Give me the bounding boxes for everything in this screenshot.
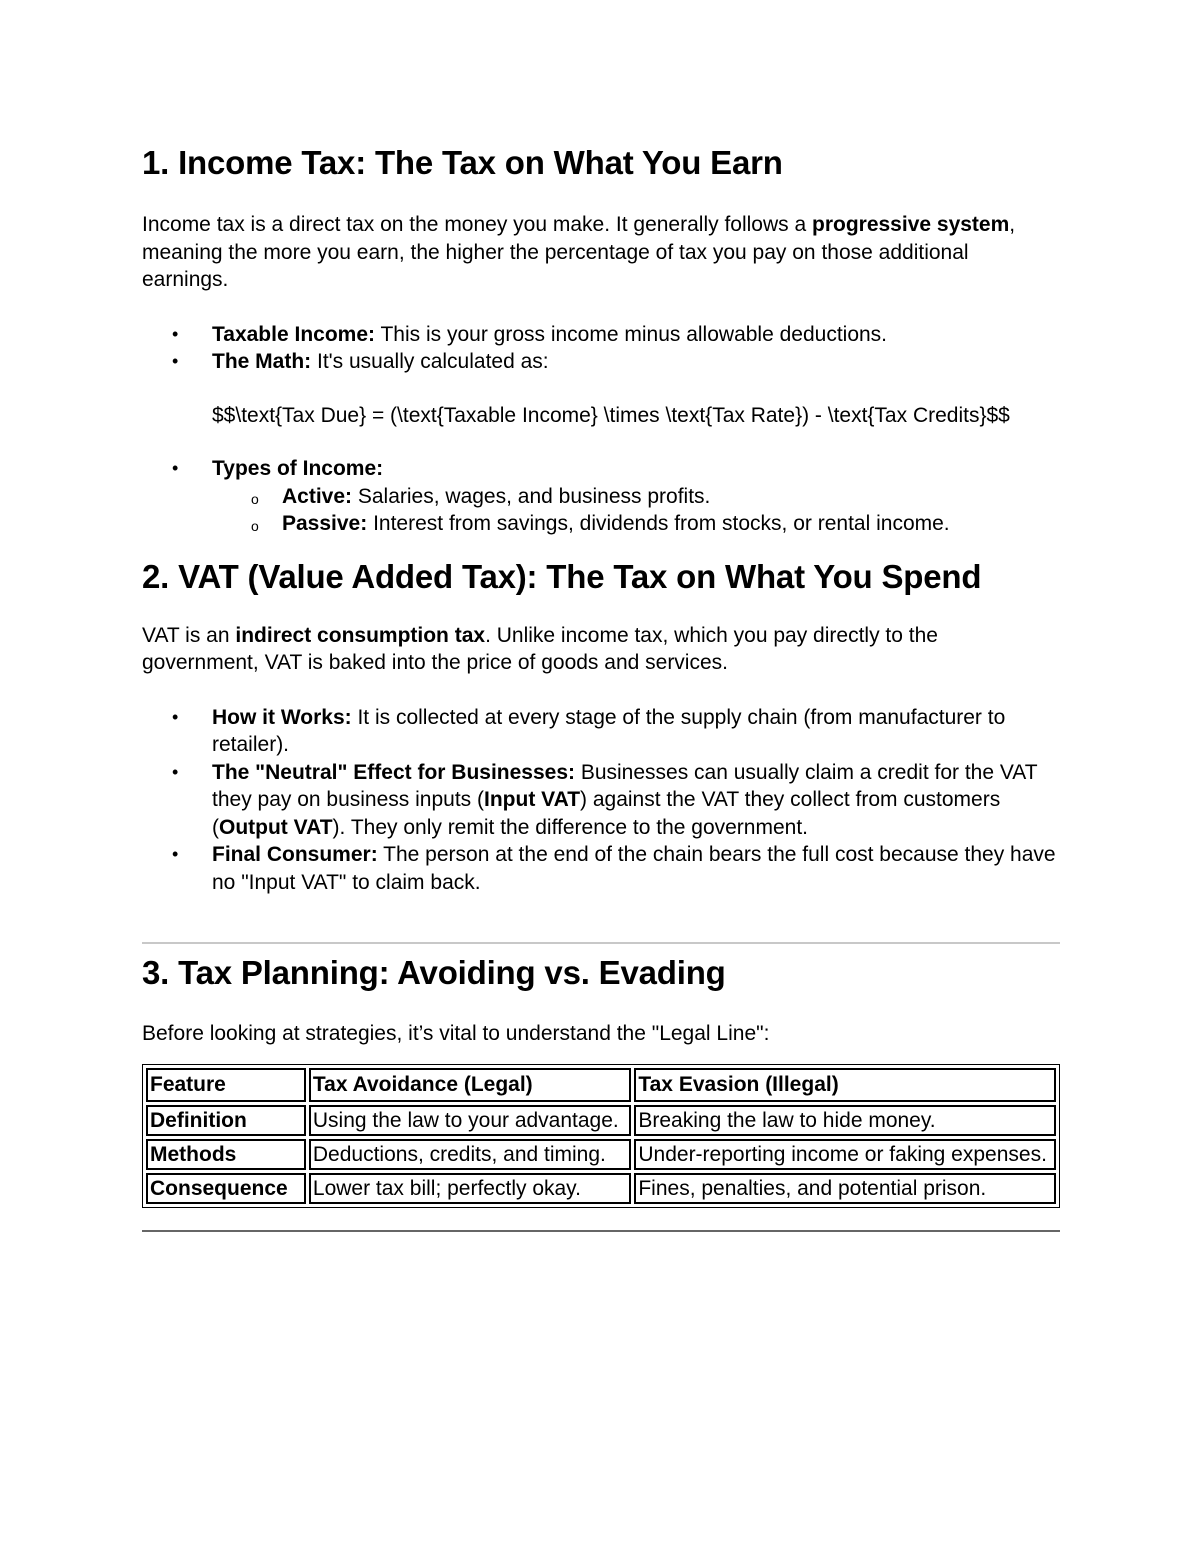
item-label: Active: — [282, 484, 353, 508]
item-text: The person at the end of the chain bears the full cost because they have no "Input VAT" to claim back. — [212, 843, 1056, 894]
section-2-heading: 2. VAT (Value Added Tax): The Tax on What You Spend — [142, 557, 982, 595]
section-1-intro — [142, 211, 1060, 294]
intro-text: Income tax is a direct tax on the money you make. It generally follows a — [142, 213, 812, 236]
income-tax-list — [142, 321, 1060, 376]
table-row — [146, 1105, 1056, 1136]
item-label: Passive: — [282, 512, 368, 535]
section-divider — [142, 942, 1060, 944]
item-text: Interest from savings, dividends from stocks, or rental income. — [367, 512, 950, 535]
section-2-intro — [142, 622, 1060, 677]
item-text: It's usually calculated as: — [311, 350, 549, 373]
table-cell: Lower tax bill; perfectly okay. — [309, 1173, 631, 1204]
list-item-neutral-effect — [142, 759, 1060, 842]
sub-item-passive — [142, 510, 1060, 538]
list-item-taxable-income — [142, 321, 1060, 349]
bottom-divider — [142, 1230, 1060, 1232]
tax-formula: $$\text{Tax Due} = (\text{Taxable Income} \times \text{Tax Rate}) - \text{Tax Credits}$$ — [212, 403, 1010, 427]
comparison-table — [142, 1064, 1060, 1208]
item-label: The "Neutral" Effect for Businesses: — [212, 760, 575, 784]
section-1-heading: 1. Income Tax: The Tax on What You Earn — [142, 144, 783, 181]
intro-bold: progressive system — [812, 213, 1010, 236]
item-text: Salaries, wages, and business profits. — [352, 484, 711, 508]
item-text: Businesses can usually claim a credit for the VAT they pay on business inputs ( — [212, 760, 1038, 811]
table-cell: Deductions, credits, and timing. — [309, 1139, 631, 1170]
intro-text: , meaning the more you earn, the higher the percentage of tax you pay on those additional earnings. — [142, 213, 1016, 291]
item-bold: Output VAT — [219, 815, 333, 839]
list-item-final-consumer — [142, 841, 1060, 896]
item-label: Types of Income: — [212, 457, 384, 480]
table-row-header: Methods — [146, 1139, 306, 1170]
section-3-heading: 3. Tax Planning: Avoiding vs. Evading — [142, 954, 726, 991]
intro-text: VAT is an — [142, 623, 236, 647]
intro-bold: indirect consumption tax — [235, 623, 486, 647]
section-3-intro: Before looking at strategies, it’s vital to understand the "Legal Line": — [142, 1022, 770, 1045]
table-cell: Using the law to your advantage. — [309, 1105, 631, 1136]
item-text: ) against the VAT they collect from customers ( — [212, 788, 1001, 839]
item-bold: Input VAT — [484, 788, 581, 811]
table-cell: Under-reporting income or faking expenses. — [634, 1139, 1056, 1170]
list-item-types-of-income — [142, 455, 1060, 483]
table-header-cell: Feature — [146, 1068, 306, 1102]
table-row-header: Definition — [146, 1105, 306, 1136]
item-label: Taxable Income: — [212, 322, 375, 346]
table-cell: Fines, penalties, and potential prison. — [634, 1173, 1056, 1204]
table-row — [146, 1173, 1056, 1204]
item-text: It is collected at every stage of the supply chain (from manufacturer to retailer). — [212, 705, 1006, 756]
table-row-header: Consequence — [146, 1173, 306, 1204]
sub-item-active — [142, 483, 1060, 511]
income-types-list — [142, 455, 1060, 538]
item-text: ). They only remit the difference to the government. — [332, 815, 809, 839]
item-text: This is your gross income minus allowable deductions. — [375, 322, 888, 346]
vat-list — [142, 704, 1060, 897]
item-label: The Math: — [212, 350, 312, 373]
table-row — [146, 1139, 1056, 1170]
list-item-how-it-works — [142, 704, 1012, 759]
intro-text: . Unlike income tax, which you pay directly to the government, VAT is baked into the price of goods and services. — [142, 623, 938, 674]
list-item-the-math — [142, 348, 1060, 376]
table-header-cell: Tax Evasion (Illegal) — [634, 1068, 1056, 1102]
table-header-cell: Tax Avoidance (Legal) — [309, 1068, 631, 1102]
table-cell: Breaking the law to hide money. — [634, 1105, 1056, 1136]
item-label: Final Consumer: — [212, 843, 378, 866]
document-content — [142, 140, 1060, 1232]
table-header-row — [146, 1068, 1056, 1102]
item-label: How it Works: — [212, 705, 352, 729]
